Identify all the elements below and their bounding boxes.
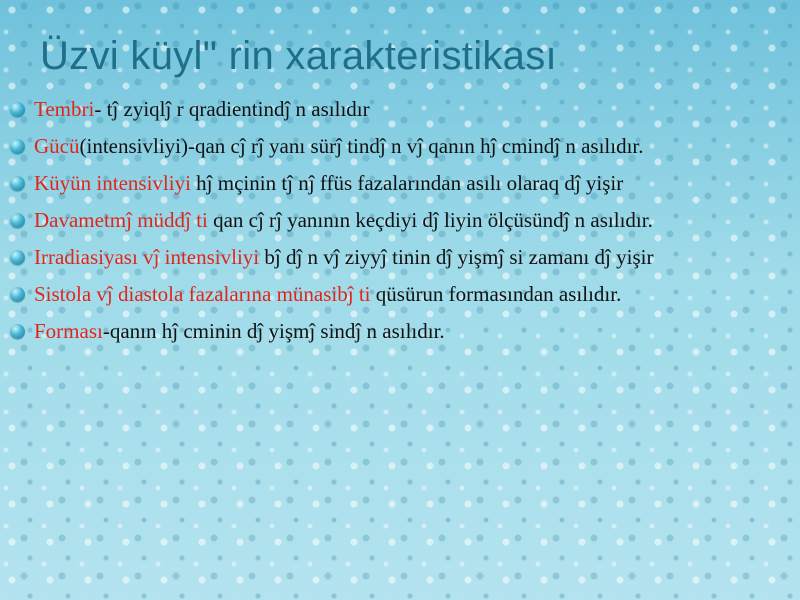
bullet-item-kuyun-intensivliyi — [8, 166, 788, 200]
bullet-keyword: Irradiasiyası vĵ intensivliyi — [34, 245, 260, 269]
bullet-text: hĵ mçinin tĵ nĵ ffüs fazalarından asılı olaraq dĵ yişir — [190, 171, 624, 195]
bullet-keyword: Tembri — [34, 97, 95, 121]
bullet-text: bĵ dĵ n vĵ ziyyĵ tinin dĵ yişmĵ si zamanı dĵ yişir — [259, 245, 654, 269]
bullet-text: (intensivliyi)-qan cĵ rĵ yanı sürĵ tindĵ n vĵ qanın hĵ cmindĵ n asılıdır. — [79, 134, 644, 158]
bullet-disc-icon — [10, 176, 25, 191]
bullet-disc-icon — [10, 324, 25, 339]
bullet-item-formasi — [8, 314, 788, 348]
bullet-disc-icon — [10, 287, 25, 302]
bullet-text: qan cĵ rĵ yanının keçdiyi dĵ liyin ölçüsündĵ n asılıdır. — [207, 208, 653, 232]
bullet-disc-icon — [10, 139, 25, 154]
bullet-keyword: Gücü — [34, 134, 80, 158]
bullet-disc-icon — [10, 102, 25, 117]
slide-title: Üzvi küyl" rin xarakteristikası — [40, 34, 557, 78]
bullet-item-sistola-diastola — [8, 277, 788, 311]
bullet-text: -qanın hĵ cminin dĵ yişmĵ sindĵ n asılıdır. — [102, 319, 445, 343]
bullet-disc-icon — [10, 213, 25, 228]
bullet-text: - tĵ zyiqlĵ r qradientindĵ n asılıdır — [94, 97, 370, 121]
bullet-item-davametme-muddeti — [8, 203, 788, 237]
bullet-disc-icon — [10, 250, 25, 265]
bullet-list — [8, 92, 788, 351]
bullet-keyword: Davametmĵ müddĵ ti — [34, 208, 208, 232]
bullet-keyword: Küyün intensivliyi — [34, 171, 191, 195]
bullet-keyword: Sistola vĵ diastola fazalarına münasibĵ ti — [34, 282, 371, 306]
bullet-text: qüsürun formasından asılıdır. — [370, 282, 622, 306]
bullet-keyword: Forması — [34, 319, 103, 343]
bullet-item-gucu — [8, 129, 788, 163]
bullet-item-tembri — [8, 92, 788, 126]
bullet-item-irradiasiyasi — [8, 240, 788, 274]
